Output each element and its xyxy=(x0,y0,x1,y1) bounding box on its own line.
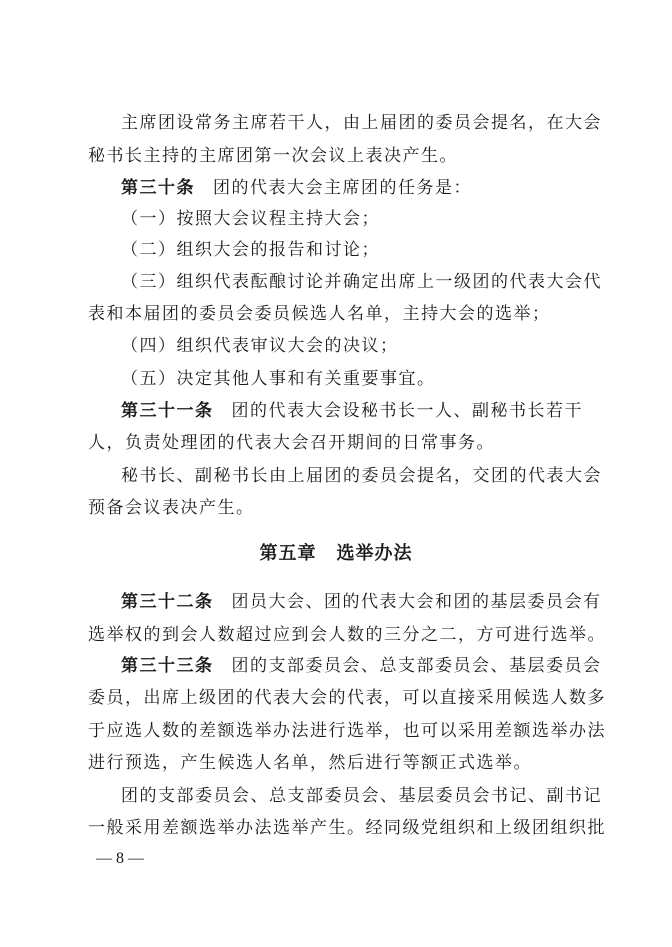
list-item-continuation: 表和本届团的委员会委员候选人名单，主持大会的选举； xyxy=(88,304,551,324)
page-number: — 8 — xyxy=(96,850,144,867)
article-title: 第三十二条 xyxy=(121,592,214,612)
paragraph-line: 预备会议表决产生。 xyxy=(88,498,255,518)
list-item: （三）组织代表酝酿讨论并确定出席上一级团的代表大会代 xyxy=(121,272,602,292)
list-item: （二）组织大会的报告和讨论； xyxy=(121,240,380,260)
paragraph-line: 一般采用差额选举办法选举产生。经同级党组织和上级团组织批 xyxy=(88,818,606,838)
paragraph-line: 团的支部委员会、总支部委员会、基层委员会书记、副书记 xyxy=(121,786,602,806)
article-text: 团的代表大会主席团的任务是： xyxy=(213,178,472,198)
list-item: （四）组织代表审议大会的决议； xyxy=(121,336,399,356)
article-text: 团的代表大会设秘书长一人、副秘书长若干 xyxy=(231,401,583,421)
chapter-number: 第五章 xyxy=(259,543,317,564)
paragraph-line: 于应选人数的差额选举办法进行选举，也可以采用差额选举办法 xyxy=(88,721,606,741)
article-31 xyxy=(121,393,582,429)
article-text: 团的支部委员会、总支部委员会、基层委员会 xyxy=(231,656,602,676)
paragraph-line: 秘书长、副秘书长由上届团的委员会提名，交团的代表大会 xyxy=(121,466,602,486)
article-title: 第三十一条 xyxy=(121,401,214,421)
article-title: 第三十三条 xyxy=(121,656,214,676)
article-text: 团员大会、团的代表大会和团的基层委员会有 xyxy=(231,592,602,612)
chapter-heading xyxy=(0,536,672,572)
article-33 xyxy=(121,648,602,684)
article-32 xyxy=(121,584,602,620)
paragraph-line: 秘书长主持的主席团第一次会议上表决产生。 xyxy=(88,146,458,166)
paragraph-line: 委员，出席上级团的代表大会的代表，可以直接采用候选人数多 xyxy=(88,688,606,708)
article-title: 第三十条 xyxy=(121,178,195,198)
paragraph-line: 主席团设常务主席若干人，由上届团的委员会提名，在大会 xyxy=(121,113,602,133)
paragraph-line: 选举权的到会人数超过应到会人数的三分之二，方可进行选举。 xyxy=(88,625,606,645)
chapter-title: 选举办法 xyxy=(336,543,413,564)
list-item: （一）按照大会议程主持大会； xyxy=(121,209,380,229)
paragraph-line: 进行预选，产生候选人名单，然后进行等额正式选举。 xyxy=(88,753,532,773)
paragraph-line: 人，负责处理团的代表大会召开期间的日常事务。 xyxy=(88,433,495,453)
list-item: （五）决定其他人事和有关重要事宜。 xyxy=(121,369,436,389)
